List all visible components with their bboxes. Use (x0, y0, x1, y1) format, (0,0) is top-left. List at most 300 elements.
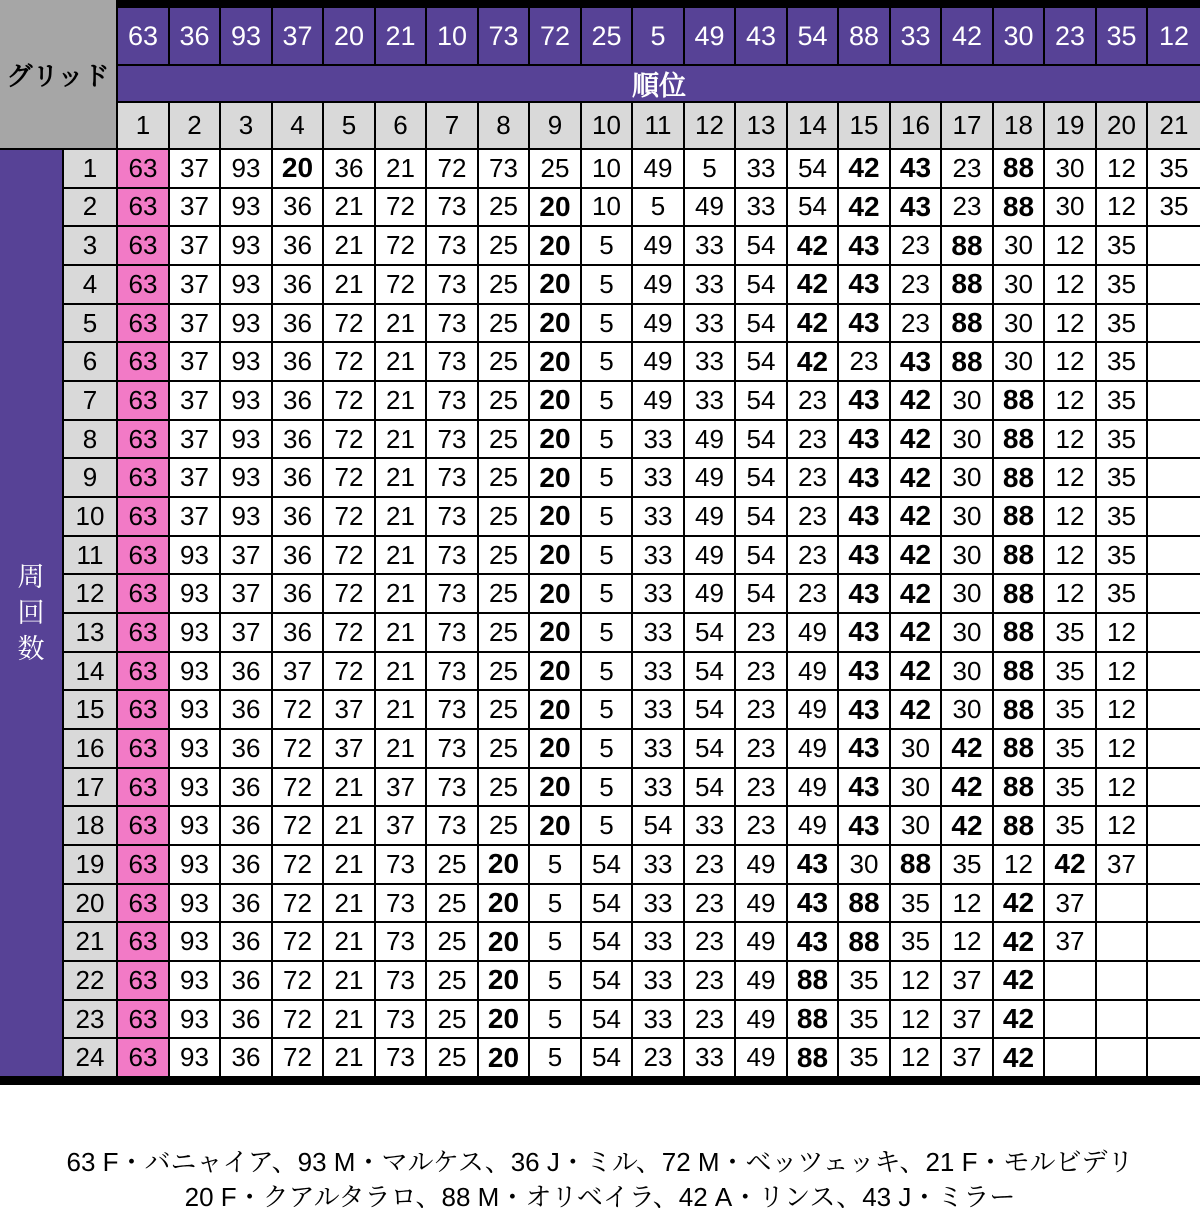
rider-position-cell: 63 (118, 846, 168, 883)
rider-position-cell: 63 (118, 962, 168, 999)
rider-position-cell: 72 (273, 846, 322, 883)
rider-position-cell: 36 (273, 459, 322, 496)
lap-number: 16 (64, 730, 116, 767)
rider-position-cell: 25 (479, 614, 528, 651)
rank-column-header: 12 (685, 103, 734, 148)
rank-column-header: 5 (324, 103, 374, 148)
rider-position-cell: 49 (736, 923, 786, 960)
rider-position-cell: 63 (118, 498, 168, 535)
rider-position-cell: 49 (633, 305, 683, 342)
rider-position-cell: 72 (273, 962, 322, 999)
rider-position-cell: 72 (273, 769, 322, 806)
rider-position-cell: 30 (891, 769, 940, 806)
rider-position-cell: 49 (736, 885, 786, 922)
empty-cell (1045, 962, 1095, 999)
rider-position-cell: 30 (994, 227, 1043, 264)
rider-position-cell: 23 (839, 343, 889, 380)
rider-position-cell: 43 (839, 266, 889, 303)
rank-column-header: 1 (118, 103, 168, 148)
rider-position-cell: 12 (1045, 227, 1095, 264)
lap-number: 15 (64, 691, 116, 728)
rider-position-cell: 35 (1097, 266, 1146, 303)
grid-position-number: 63 (118, 8, 168, 64)
rider-position-cell: 20 (530, 537, 580, 574)
empty-cell (1148, 382, 1200, 419)
rider-position-cell: 93 (221, 459, 271, 496)
rider-position-cell: 63 (118, 923, 168, 960)
rider-position-cell: 23 (788, 459, 837, 496)
rider-position-cell: 88 (839, 923, 889, 960)
rider-position-cell: 33 (633, 1001, 683, 1038)
rider-position-cell: 72 (324, 537, 374, 574)
rider-position-cell: 37 (221, 537, 271, 574)
rider-position-cell: 25 (479, 421, 528, 458)
rider-position-cell: 88 (994, 537, 1043, 574)
rider-position-cell: 30 (942, 459, 992, 496)
rider-position-cell: 23 (788, 498, 837, 535)
lap-number: 13 (64, 614, 116, 651)
rider-position-cell: 73 (427, 421, 477, 458)
grid-position-number: 73 (479, 8, 528, 64)
rider-position-cell: 49 (788, 614, 837, 651)
grid-position-number: 12 (1148, 8, 1200, 64)
empty-cell (1148, 1001, 1200, 1038)
grid-position-number: 43 (736, 8, 786, 64)
rider-position-cell: 93 (170, 653, 219, 690)
rider-position-cell: 30 (942, 575, 992, 612)
rank-column-header: 20 (1097, 103, 1146, 148)
empty-cell (1148, 498, 1200, 535)
lap-number: 8 (64, 421, 116, 458)
grid-position-number: 36 (170, 8, 219, 64)
rider-position-cell: 42 (788, 343, 837, 380)
rider-position-cell: 73 (376, 1001, 425, 1038)
rider-position-cell: 12 (1097, 189, 1146, 226)
rider-position-cell: 93 (170, 614, 219, 651)
rider-position-cell: 93 (170, 885, 219, 922)
rider-position-cell: 30 (942, 421, 992, 458)
grid-position-number: 21 (376, 8, 425, 64)
rider-position-cell: 63 (118, 614, 168, 651)
rider-position-cell: 49 (788, 653, 837, 690)
rider-position-cell: 42 (891, 537, 940, 574)
grid-position-number: 20 (324, 8, 374, 64)
rider-position-cell: 25 (427, 1001, 477, 1038)
rider-position-cell: 12 (1097, 150, 1146, 187)
rider-position-cell: 49 (685, 575, 734, 612)
rider-position-cell: 36 (221, 691, 271, 728)
rider-position-cell: 63 (118, 653, 168, 690)
rider-position-cell: 72 (324, 343, 374, 380)
rider-position-cell: 54 (736, 382, 786, 419)
rider-position-cell: 25 (479, 189, 528, 226)
rider-position-cell: 43 (891, 189, 940, 226)
rider-position-cell: 25 (479, 227, 528, 264)
rider-position-cell: 33 (685, 382, 734, 419)
rider-position-cell: 35 (1045, 769, 1095, 806)
rider-position-cell: 72 (376, 227, 425, 264)
rider-position-cell: 63 (118, 227, 168, 264)
rank-column-header: 18 (994, 103, 1043, 148)
empty-cell (1148, 1039, 1200, 1076)
lap-number: 10 (64, 498, 116, 535)
rider-position-cell: 93 (170, 730, 219, 767)
rider-position-cell: 72 (376, 189, 425, 226)
rider-position-cell: 30 (994, 343, 1043, 380)
rider-position-cell: 12 (994, 846, 1043, 883)
rider-position-cell: 43 (839, 498, 889, 535)
rider-position-cell: 37 (170, 189, 219, 226)
rider-position-cell: 43 (839, 575, 889, 612)
rider-position-cell: 88 (994, 691, 1043, 728)
rider-position-cell: 54 (582, 1039, 631, 1076)
rider-position-cell: 12 (942, 923, 992, 960)
rider-position-cell: 21 (324, 923, 374, 960)
rider-position-cell: 30 (891, 730, 940, 767)
rider-position-cell: 10 (582, 189, 631, 226)
rider-position-cell: 54 (736, 498, 786, 535)
rider-position-cell: 20 (530, 459, 580, 496)
rank-column-header: 17 (942, 103, 992, 148)
rider-position-cell: 73 (376, 923, 425, 960)
rider-position-cell: 54 (736, 575, 786, 612)
rider-position-cell: 25 (427, 1039, 477, 1076)
empty-cell (1148, 459, 1200, 496)
rider-position-cell: 73 (479, 150, 528, 187)
rider-position-cell: 20 (479, 1039, 528, 1076)
rider-position-cell: 93 (170, 769, 219, 806)
grid-position-number: 35 (1097, 8, 1146, 64)
rider-position-cell: 73 (427, 459, 477, 496)
rider-position-cell: 54 (736, 343, 786, 380)
rider-position-cell: 23 (788, 537, 837, 574)
rider-position-cell: 37 (324, 730, 374, 767)
rider-position-cell: 25 (479, 382, 528, 419)
rider-position-cell: 88 (788, 1001, 837, 1038)
rider-position-cell: 25 (479, 691, 528, 728)
rider-position-cell: 35 (1045, 653, 1095, 690)
empty-cell (1148, 266, 1200, 303)
lap-number: 4 (64, 266, 116, 303)
rider-position-cell: 42 (891, 653, 940, 690)
rider-position-cell: 72 (324, 653, 374, 690)
empty-cell (1045, 1039, 1095, 1076)
rider-position-cell: 88 (994, 150, 1043, 187)
rider-position-cell: 93 (170, 575, 219, 612)
rider-position-cell: 93 (170, 537, 219, 574)
rider-position-cell: 23 (891, 266, 940, 303)
rider-position-cell: 54 (736, 459, 786, 496)
empty-cell (1148, 305, 1200, 342)
grid-position-number: 23 (1045, 8, 1095, 64)
rider-position-cell: 73 (427, 305, 477, 342)
rider-position-cell: 37 (170, 382, 219, 419)
rider-position-cell: 37 (221, 575, 271, 612)
rider-position-cell: 54 (685, 691, 734, 728)
rider-position-cell: 88 (994, 421, 1043, 458)
rider-position-cell: 42 (994, 923, 1043, 960)
rider-position-cell: 72 (273, 691, 322, 728)
rider-position-cell: 12 (1045, 498, 1095, 535)
grid-position-number: 42 (942, 8, 992, 64)
rider-position-cell: 20 (530, 382, 580, 419)
lap-number: 24 (64, 1039, 116, 1076)
rider-position-cell: 5 (530, 923, 580, 960)
rider-position-cell: 33 (685, 1039, 734, 1076)
rider-position-cell: 30 (994, 266, 1043, 303)
rider-position-cell: 63 (118, 769, 168, 806)
rider-position-cell: 49 (685, 421, 734, 458)
rider-position-cell: 33 (633, 498, 683, 535)
rider-position-cell: 72 (427, 150, 477, 187)
lap-number: 18 (64, 807, 116, 844)
lap-header-char: 回 (17, 598, 45, 629)
rider-position-cell: 33 (633, 459, 683, 496)
rider-position-cell: 21 (376, 150, 425, 187)
rider-position-cell: 93 (221, 498, 271, 535)
rider-legend (0, 1145, 1200, 1215)
rider-position-cell: 35 (1097, 343, 1146, 380)
rider-position-cell: 21 (376, 421, 425, 458)
rider-position-cell: 37 (273, 653, 322, 690)
rider-position-cell: 21 (376, 459, 425, 496)
rider-position-cell: 54 (582, 846, 631, 883)
rider-position-cell: 36 (273, 266, 322, 303)
rank-column-header: 10 (582, 103, 631, 148)
rider-position-cell: 93 (170, 923, 219, 960)
rider-position-cell: 35 (1097, 537, 1146, 574)
rider-position-cell: 33 (633, 885, 683, 922)
rider-position-cell: 23 (891, 305, 940, 342)
rider-position-cell: 5 (582, 575, 631, 612)
rider-position-cell: 33 (736, 189, 786, 226)
rider-position-cell: 30 (839, 846, 889, 883)
rider-position-cell: 37 (942, 962, 992, 999)
rider-position-cell: 43 (788, 846, 837, 883)
rider-position-cell: 63 (118, 1039, 168, 1076)
empty-cell (1097, 885, 1146, 922)
rider-position-cell: 93 (221, 189, 271, 226)
rider-position-cell: 5 (530, 846, 580, 883)
rank-column-header: 9 (530, 103, 580, 148)
empty-cell (1148, 885, 1200, 922)
rider-position-cell: 37 (324, 691, 374, 728)
rider-position-cell: 30 (942, 653, 992, 690)
rider-position-cell: 33 (685, 227, 734, 264)
rider-position-cell: 88 (891, 846, 940, 883)
rider-position-cell: 63 (118, 575, 168, 612)
rider-position-cell: 12 (1097, 807, 1146, 844)
rider-position-cell: 49 (736, 962, 786, 999)
rider-position-cell: 88 (994, 459, 1043, 496)
rider-position-cell: 36 (273, 227, 322, 264)
rider-position-cell: 20 (530, 653, 580, 690)
rank-column-header: 16 (891, 103, 940, 148)
rider-position-cell: 25 (427, 885, 477, 922)
rider-position-cell: 93 (221, 266, 271, 303)
rider-position-cell: 12 (891, 1039, 940, 1076)
rider-position-cell: 21 (376, 382, 425, 419)
rider-position-cell: 42 (942, 807, 992, 844)
rider-position-cell: 25 (479, 498, 528, 535)
rider-position-cell: 93 (221, 421, 271, 458)
rider-position-cell: 42 (891, 498, 940, 535)
rider-position-cell: 20 (530, 614, 580, 651)
rider-position-cell: 42 (994, 1039, 1043, 1076)
rider-position-cell: 33 (736, 150, 786, 187)
rider-position-cell: 37 (170, 305, 219, 342)
rider-position-cell: 33 (633, 575, 683, 612)
rider-position-cell: 10 (582, 150, 631, 187)
rider-position-cell: 54 (685, 653, 734, 690)
rider-position-cell: 42 (891, 691, 940, 728)
rider-position-cell: 23 (942, 189, 992, 226)
rider-position-cell: 12 (1045, 305, 1095, 342)
rider-position-cell: 23 (736, 807, 786, 844)
rider-position-cell: 12 (1045, 382, 1095, 419)
rider-position-cell: 43 (839, 382, 889, 419)
lap-number: 23 (64, 1001, 116, 1038)
rider-position-cell: 37 (1045, 885, 1095, 922)
rider-position-cell: 5 (582, 769, 631, 806)
rider-position-cell: 35 (942, 846, 992, 883)
grid-position-number: 93 (221, 8, 271, 64)
grid-position-number: 5 (633, 8, 683, 64)
rider-position-cell: 88 (994, 614, 1043, 651)
rider-position-cell: 21 (324, 846, 374, 883)
rider-position-cell: 23 (942, 150, 992, 187)
rider-position-cell: 30 (1045, 150, 1095, 187)
rider-position-cell: 21 (324, 807, 374, 844)
rider-position-cell: 54 (736, 227, 786, 264)
rider-position-cell: 42 (942, 769, 992, 806)
empty-cell (1148, 691, 1200, 728)
rider-position-cell: 23 (685, 962, 734, 999)
rider-position-cell: 73 (427, 537, 477, 574)
rider-position-cell: 37 (942, 1039, 992, 1076)
rider-position-cell: 88 (942, 266, 992, 303)
rider-position-cell: 33 (685, 305, 734, 342)
rider-position-cell: 5 (582, 421, 631, 458)
rider-position-cell: 42 (994, 885, 1043, 922)
grid-position-number: 88 (839, 8, 889, 64)
rider-position-cell: 73 (427, 343, 477, 380)
lap-header-char: 数 (17, 634, 45, 665)
rider-position-cell: 20 (530, 575, 580, 612)
rider-position-cell: 63 (118, 807, 168, 844)
rider-position-cell: 37 (170, 498, 219, 535)
rider-position-cell: 42 (891, 459, 940, 496)
rider-position-cell: 20 (530, 730, 580, 767)
rider-position-cell: 73 (427, 189, 477, 226)
rider-position-cell: 93 (221, 382, 271, 419)
rider-position-cell: 35 (1045, 614, 1095, 651)
rider-position-cell: 30 (942, 537, 992, 574)
rider-position-cell: 43 (788, 885, 837, 922)
rider-position-cell: 36 (221, 653, 271, 690)
rider-position-cell: 72 (273, 1039, 322, 1076)
rider-position-cell: 49 (685, 189, 734, 226)
rider-position-cell: 23 (633, 1039, 683, 1076)
rider-position-cell: 37 (170, 227, 219, 264)
rider-position-cell: 23 (788, 575, 837, 612)
rider-position-cell: 43 (891, 343, 940, 380)
rider-position-cell: 42 (994, 1001, 1043, 1038)
rider-position-cell: 5 (530, 1039, 580, 1076)
rider-position-cell: 35 (1045, 807, 1095, 844)
rider-position-cell: 73 (427, 382, 477, 419)
rider-position-cell: 37 (376, 807, 425, 844)
rank-column-header: 21 (1148, 103, 1200, 148)
rider-position-cell: 73 (427, 769, 477, 806)
rank-column-header: 15 (839, 103, 889, 148)
rider-position-cell: 88 (788, 962, 837, 999)
rider-position-cell: 21 (324, 769, 374, 806)
rider-position-cell: 49 (685, 537, 734, 574)
rider-position-cell: 73 (427, 227, 477, 264)
rider-position-cell: 23 (685, 846, 734, 883)
lap-number: 12 (64, 575, 116, 612)
rank-column-header: 4 (273, 103, 322, 148)
rider-position-cell: 5 (582, 227, 631, 264)
empty-cell (1148, 537, 1200, 574)
rider-position-cell: 43 (839, 421, 889, 458)
rider-position-cell: 88 (994, 807, 1043, 844)
rider-position-cell: 33 (633, 730, 683, 767)
legend-line: 20 F・クアルタラロ、88 M・オリベイラ、42 A・リンス、43 J・ミラー (184, 1182, 1016, 1212)
rider-position-cell: 25 (479, 769, 528, 806)
rider-position-cell: 88 (994, 498, 1043, 535)
rider-position-cell: 25 (427, 923, 477, 960)
empty-cell (1148, 343, 1200, 380)
rider-position-cell: 63 (118, 691, 168, 728)
rider-position-cell: 21 (376, 343, 425, 380)
rider-position-cell: 20 (530, 227, 580, 264)
rank-header-label: 順位 (118, 66, 1200, 101)
rider-position-cell: 49 (685, 459, 734, 496)
rider-position-cell: 36 (273, 614, 322, 651)
rider-position-cell: 12 (1097, 653, 1146, 690)
grid-position-number: 49 (685, 8, 734, 64)
rider-position-cell: 36 (273, 189, 322, 226)
rider-position-cell: 72 (324, 421, 374, 458)
rider-position-cell: 33 (633, 614, 683, 651)
rider-position-cell: 73 (427, 266, 477, 303)
rider-position-cell: 25 (479, 343, 528, 380)
rider-position-cell: 36 (221, 1039, 271, 1076)
grid-position-number: 72 (530, 8, 580, 64)
lap-number: 3 (64, 227, 116, 264)
rank-column-header: 2 (170, 103, 219, 148)
rider-position-cell: 37 (221, 614, 271, 651)
rider-position-cell: 49 (788, 807, 837, 844)
rider-position-cell: 73 (427, 691, 477, 728)
rider-position-cell: 43 (891, 150, 940, 187)
rider-position-cell: 23 (788, 382, 837, 419)
rider-position-cell: 35 (1045, 691, 1095, 728)
rider-position-cell: 36 (324, 150, 374, 187)
rider-position-cell: 5 (582, 382, 631, 419)
rider-position-cell: 42 (891, 421, 940, 458)
rider-position-cell: 12 (1097, 769, 1146, 806)
rider-position-cell: 25 (479, 266, 528, 303)
rider-position-cell: 36 (273, 498, 322, 535)
rider-position-cell: 63 (118, 305, 168, 342)
lap-number: 17 (64, 769, 116, 806)
rider-position-cell: 36 (221, 923, 271, 960)
rider-position-cell: 23 (736, 614, 786, 651)
rider-position-cell: 49 (788, 769, 837, 806)
